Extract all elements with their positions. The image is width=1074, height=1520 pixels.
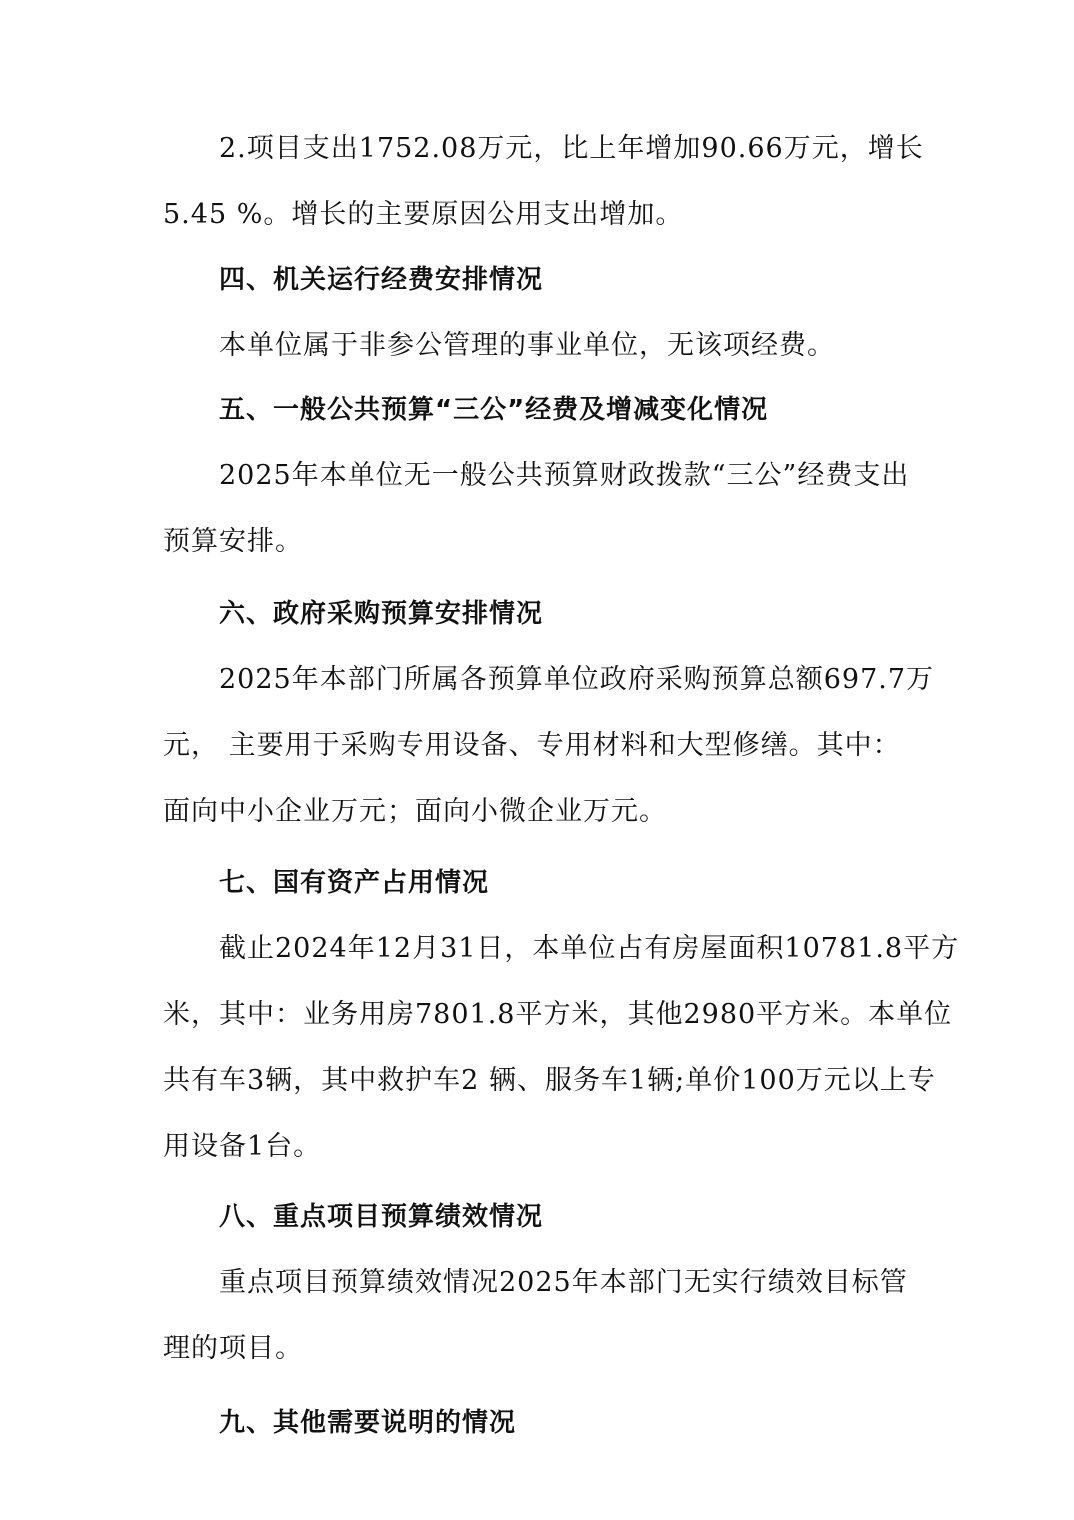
section-8-text-line-1: 重点项目预算绩效情况2025年本部门无实行绩效目标管 [219, 1267, 908, 1298]
section-heading-7: 七、国有资产占用情况 [219, 868, 490, 898]
section-heading-5: 五、一般公共预算“三公”经费及增减变化情况 [219, 395, 769, 425]
section-heading-9: 九、其他需要说明的情况 [219, 1408, 517, 1438]
section-heading-6: 六、政府采购预算安排情况 [219, 599, 544, 629]
section-7-text-line-2: 米，其中：业务用房7801.8平方米，其他2980平方米。本单位 [163, 999, 953, 1030]
section-8-text-line-2: 理的项目。 [163, 1333, 303, 1364]
section-5-text-line-1: 2025年本单位无一般公共预算财政拨款“三公”经费支出 [219, 460, 910, 491]
section-7-text-line-4: 用设备1台。 [163, 1131, 322, 1162]
section-5-text-line-2: 预算安排。 [163, 526, 303, 557]
project-expense-text-line-2: 5.45 %。增长的主要原因公用支出增加。 [163, 199, 684, 230]
section-6-text-line-3: 面向中小企业万元；面向小微企业万元。 [163, 796, 667, 827]
section-7-text-line-1: 截止2024年12月31日，本单位占有房屋面积10781.8平方 [219, 933, 960, 964]
section-heading-8: 八、重点项目预算绩效情况 [219, 1202, 544, 1232]
section-6-text-line-2: 元， 主要用于采购专用设备、专用材料和大型修缮。其中： [163, 730, 901, 761]
section-6-text-line-1: 2025年本部门所属各预算单位政府采购预算总额697.7万 [219, 664, 935, 695]
section-4-text: 本单位属于非参公管理的事业单位，无该项经费。 [219, 330, 835, 361]
section-heading-4: 四、机关运行经费安排情况 [219, 265, 544, 295]
section-7-text-line-3: 共有车3辆，其中救护车2 辆、服务车1辆;单价100万元以上专 [163, 1065, 936, 1096]
project-expense-text-line-1: 2.项目支出1752.08万元，比上年增加90.66万元，增长 [219, 133, 924, 164]
